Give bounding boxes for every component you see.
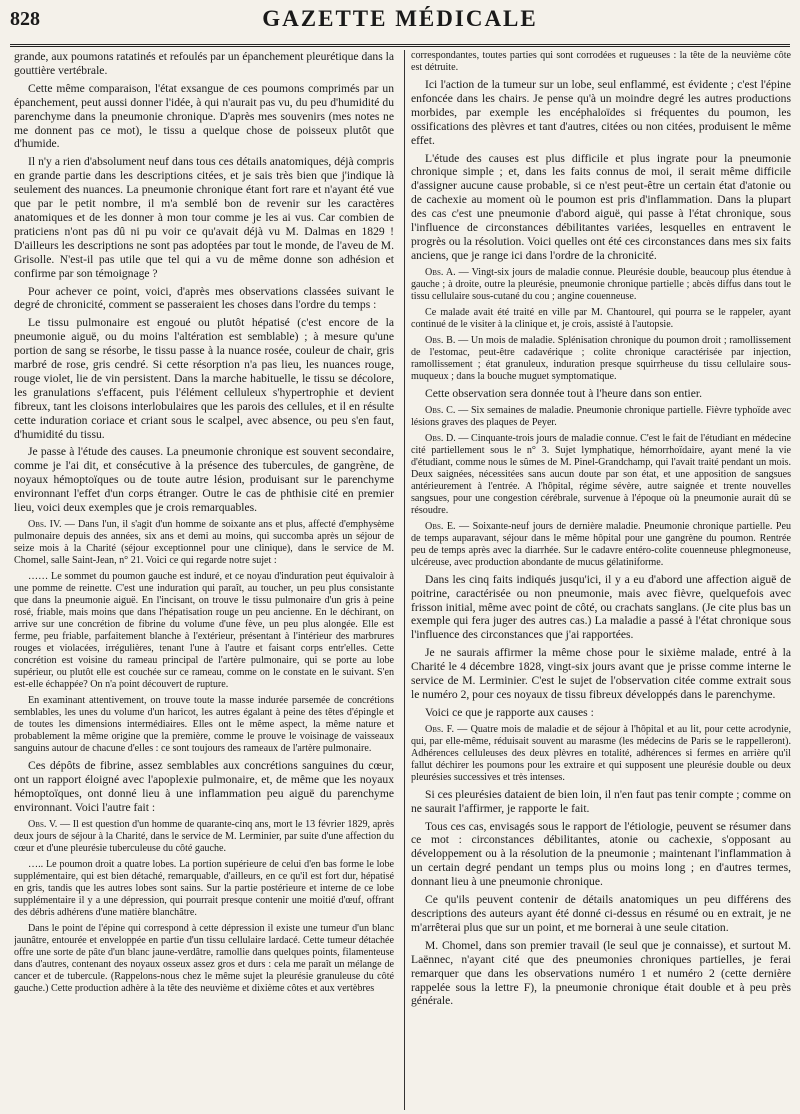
observation-c: [411, 405, 791, 429]
observation-continuation: correspondantes, toutes parties qui sont corrodées et rugueuses : la tête de la neuvième côte est détruite.: [411, 50, 791, 73]
observation-label: Obs. D.: [425, 432, 456, 444]
observation-f: [411, 724, 791, 784]
paragraph: Le tissu pulmonaire est engoué ou plutôt hépatisé (c'est encore de la pneumonie aiguë, ou du moins l'altération est semblable) ; à mesure qu'une portion de sang se résorbe, le tissu passe à la nuance rosée, couleur de chair, gris marbré de rose, gris cendré. Si cette résorption n'a pas lieu, les nuances rouge, rouge violet, lie de vin persistent. Dans la marche habituelle, le tissu se décolore, les granulations s'effacent, puis l'élément celluleux s'hypertrophie et devient fibreux, tant les cloisons interlobulaires que les parois des cellules, et il en résulte cette induration coriace et criant sous le scalpel, avec absence, ou peu s'en faut, d'humidité du tissu.: [14, 316, 394, 441]
paragraph: Voici ce que je rapporte aux causes :: [425, 705, 594, 719]
paragraph: Ce qu'ils peuvent contenir de détails anatomiques un peu différens des descriptions des auteurs ayant été donné ci-dessus en résumé ou en extrait, je ne m'arrêterai plus que sur un point, et me bornerai à une seule citation.: [411, 893, 791, 934]
paragraph: L'étude des causes est plus difficile et plus ingrate pour la pneumonie chronique simple ; et, dans les faits connus de moi, il serait même difficile d'assigner aucune cause probable, si ce n'est peut-être un certain état d'atonie ou de cachexie au moment où le poumon est pris d'inflammation. Dans la plupart des cas c'est une pneumonie d'abord aiguë, qui passe à l'état chronique, sous l'influence de circonstances débilitantes variées, lesquelles en entravent le progrès ou la résolution. Voici quelles ont été ces circonstances dans mes six faits anciens, que je range ici dans l'ordre de la chronicité.: [411, 151, 791, 262]
observation-label: Obs. C.: [425, 404, 456, 416]
observation-excerpt: En examinant attentivement, on trouve toute la masse indurée parsemée de concrétions semblables, les unes du volume d'un haricot, les autres égalant à peine des têtes d'épingle et de toutes les dimensions intermédiaires. Elles ont le même aspect, la même nature et probablement la même origine que la première, comme le prouve le voisinage de vaisseaux sanguins autour de chacune d'elles : ce sont toujours des rameaux de l'artère pulmonaire.: [14, 695, 394, 754]
observation-text: — Il est question d'un homme de quarante-cinq ans, mort le 13 février 1829, après deux jours de séjour à la Charité, dans le service de M. Lerminier, par suite d'une affection du cœur et d'une pleurésie tuberculeuse du côté gauche.: [14, 818, 394, 854]
observation-label: Obs. IV.: [28, 519, 62, 530]
observation-label: Obs. V.: [28, 818, 58, 830]
observation-text: — Dans l'un, il s'agit d'un homme de soixante ans et plus, affecté d'emphysème pulmonaire depuis des années, six ans et demi au moins, qui succomba après un séjour de seize mois à la Charité (séjour exceptionnel pour une clinique), dans le service de M. Chomel, salle Saint-Jean, n° 21. Voici ce qui regarde notre sujet :: [14, 519, 394, 566]
left-column: [14, 50, 394, 1110]
observation-d: [411, 433, 791, 517]
page-number: 828: [10, 8, 40, 30]
observation-b: [411, 335, 791, 383]
paragraph: Cette observation sera donnée tout à l'heure dans son entier.: [425, 386, 703, 400]
header-rule: [10, 44, 790, 47]
paragraph: Dans les cinq faits indiqués jusqu'ici, il y a eu d'abord une affection aiguë de poitrine, caractérisée ou non pneumonie, mais avec fièvre, quelquefois avec frisson initial, même avec point de côté, ou crachats sanglans. (Je cite plus bas un exemple qui fera juger des autres cas.) La maladie a passé à l'état chronique sous l'influence des circonstances que j'ai rapportées.: [411, 572, 791, 642]
paragraph: Pour achever ce point, voici, d'après mes observations classées suivant le degré de chronicité, comment se passeraient les choses dans l'ordre du temps :: [14, 284, 394, 312]
observation-label: Obs. A.: [425, 266, 456, 278]
observation-text: — Vingt-six jours de maladie connue. Pleurésie double, beaucoup plus étendue à gauche ; à droite, outre la pleurésie, pneumonie chronique partielle ; abcès diffus dans tout le tissu cellulaire sous-cutané du cou ; angine couenneuse.: [411, 266, 791, 302]
observation-excerpt: ….. Le poumon droit a quatre lobes. La portion supérieure de celui d'en bas forme le lobe supplémentaire, qui est bien détaché, remarquable, d'ailleurs, en ce qu'il est fort dur, hépatisé en gris, tandis que les autres lobes sont sains. Sur la partie postérieure et interne de ce lobe supplémentaire il y a une dépression, qui pourrait presque contenir une moitié d'œuf, offrant des débris adhérens d'une matière blanchâtre.: [14, 858, 394, 918]
observation-a: [411, 267, 791, 303]
paragraph: Ces dépôts de fibrine, assez semblables aux concrétions sanguines du cœur, ont un rapport éloigné avec l'apoplexie pulmonaire, et, de même que les noyaux hémoptoïques, ont donné lieu à une inflammation peu aiguë du parenchyme environnant. Voici l'autre fait :: [14, 759, 394, 814]
observation-text: — Quatre mois de maladie et de séjour à l'hôpital et au lit, pour cette acrodynie, qui, par elle-même, réduisait souvent au marasme (les médecins de Paris se le rappelleront). Adhérences celluleuses des deux plèvres en totalité, adhérences si fermes en arrière qu'il fallut déchirer les poumons pour les extraire et qui supposent une pleurésie double ou deux pleurésies successives et très intenses.: [411, 723, 791, 783]
right-column: [404, 50, 791, 1110]
paragraph: Je ne saurais affirmer la même chose pour le sixième malade, entré à la Charité le 4 décembre 1828, vingt-six jours avant que je prisse comme interne le service de M. Lerminier. C'est le sujet de l'observation citée comme extrait sous le numéro 2, pour ces noyaux de tissu fibreux développés dans le parenchyme.: [411, 646, 791, 701]
observation-excerpt: Dans le point de l'épine qui correspond à cette dépression il existe une tumeur d'un blanc jaunâtre, entourée et enveloppée en partie d'un tissu cellulaire lardacé. Cette tumeur détachée offre une sorte de pâte d'un blanc jaune-verdâtre, ramollie dans quelques points, filamenteuse dans d'autres, contenant des noyaux osseux assez gros et durs : cela me paraît un mélange de cancer et de tubercule. (Rappelons-nous chez le même sujet la pleurésie granuleuse du côté gauche.) Cette production adhère à la tête des neuvième et dixième côtes et aux vertèbres: [14, 922, 394, 994]
observation-text: — Six semaines de maladie. Pneumonie chronique partielle. Fièvre typhoïde avec lésions graves des plaques de Peyer.: [411, 404, 791, 428]
paragraph: Ici l'action de la tumeur sur un lobe, seul enflammé, est évidente ; c'est l'épine enfoncée dans les chairs. Je pense qu'à un moindre degré les autres productions morbides, par exemple les encéphaloïdes si fréquentes du poumon, les ossifications des plèvres et tant d'autres, citées ou non citées, produisent le même effet.: [411, 78, 791, 147]
observation-excerpt: …… Le sommet du poumon gauche est induré, et ce noyau d'induration peut équivaloir à une pomme de reinette. C'est une induration qui paraît, au toucher, un peu plus consistante que dans la pneumonie aiguë. En l'incisant, on trouve le tissu pulmonaire d'un gris à peine rosé, friable, mais moins que dans l'hépatisation rouge un peu ancienne. En le déchirant, on arrive sur une concrétion de fibrine du volume d'une fève, un peu plus alongée. Elle est ferme, peu friable, parfaitement blanche à l'extérieur, présentant à l'intérieur des marbrures rouges et violacées, irrégulières, tenant l'une à l'autre et faisant corps entr'elles. Cette concrétion est voisine du rameau principal de l'artère pulmonaire, qui se porte au lobe supérieur, ou plutôt elle est couchée sur ce rameau, comme on le constate en le suivant. S'en est-elle échappée? On n'a point découvert de rupture.: [14, 571, 394, 690]
observation-e: [411, 521, 791, 569]
observation-label: Obs. B.: [425, 334, 456, 346]
observation-label: Obs. F.: [425, 723, 454, 735]
observation-text: — Soixante-neuf jours de dernière maladie. Pneumonie chronique partielle. Peu de temps auparavant, séjour dans le même hôpital pour une gangrène du poumon. Rentrée peu de temps après avec la diarrhée. Sur le cadavre entéro-colite couenneuse phlegmoneuse, ulcéreuse, avec production abondante de mucus gélatiniforme.: [411, 520, 791, 568]
paragraph: Si ces pleurésies dataient de bien loin, il n'en faut pas tenir compte ; comme on ne saurait l'affirmer, je rapporte le fait.: [411, 787, 791, 815]
observation-text: — Cinquante-trois jours de maladie connue. C'est le fait de l'étudiant en médecine cité partiellement sous le n° 3. Sujet lymphatique, hémorrhoïdaire, ayant mené la vie d'étudiant, comme nous le sûmes de M. Pinel-Grandchamp, qui l'avait traité pendant un mois. Deux saignées, nécessitées sans aucun doute par son état, et une apposition de sangsues antérieurement à l'entrée. A l'hôpital, régime sévère, autre saignée et trente nouvelles sangsues, pour une congestion cérébrale, survenue à l'époque où la pneumonie aurait dû se résoudre.: [411, 432, 791, 516]
paragraph: Il n'y a rien d'absolument neuf dans tous ces détails anatomiques, déjà compris en grande partie dans les descriptions citées, et je sais très bien que j'indique là seulement des nuances. La pneumonie chronique étant fort rare et n'ayant été vue que par le petit nombre, il m'a semblé bon de revenir sur les caractères anatomiques et de les donner à mon tour comme je les ai vus. Car combien de praticiens n'ont pas dû ni pu voir ce qu'avait déjà vu M. Dalmas en 1829 ! D'ailleurs les descriptions ne sont pas adoptées par tout le monde, de l'aveu de M. Grisolle. N'est-il pas utile que tel qui a vu de même donne son adhésion et confirme par son témoignage ?: [14, 155, 394, 280]
observation-v: [14, 819, 394, 855]
page-header: [10, 6, 790, 40]
paragraph: grande, aux poumons ratatinés et refoulés par un épanchement pleurétique dans la gouttière vertébrale.: [14, 50, 394, 77]
paragraph: M. Chomel, dans son premier travail (le seul que je connaisse), et surtout M. Laënnec, n'ayant cité que des pneumonies chroniques partielles, je ferai remarquer que dans les observations numéro 1 et numéro 2 (cette dernière rappelée sous la lettre F), la pneumonie chronique était double et à peu près générale.: [411, 938, 791, 1008]
observation-text: — Un mois de maladie. Splénisation chronique du poumon droit ; ramollissement de l'estomac, peut-être cadavérique ; colite chronique caractérisée par injection, ramollissement ; état granuleux, induration presque squirrheuse du tissu cellulaire sous-muqueux ; dans la bouche muguet symptomatique.: [411, 334, 791, 382]
journal-title: GAZETTE MÉDICALE: [262, 6, 538, 31]
paragraph: Cette même comparaison, l'état exsangue de ces poumons comprimés par un épanchement, peut aussi donner l'idée, à qui n'aurait pas vu, du peu d'humidité du parenchyme dans la pneumonie chronique. D'après mes souvenirs (mes notes ne me donnent pas ce mot), le tissu a quelque chose de poisseux plutôt que d'humide.: [14, 81, 394, 151]
observation-iv: [14, 519, 394, 567]
observation-note: Ce malade avait été traité en ville par M. Chantourel, qui pourra se le rappeler, ayant continué de le visiter à la clinique et, je crois, assisté à l'autopsie.: [411, 306, 791, 330]
paragraph: Je passe à l'étude des causes. La pneumonie chronique est souvent secondaire, comme je l'ai dit, et consécutive à la présence des tubercules, de gangrène, de noyaux hémoptoïques ou de toute autre lésion, produisant sur le parenchyme environnant l'effet d'un corps étranger. Outre le cas de phthisie cité en premier lieu, voici deux exemples que je crois remarquables.: [14, 445, 394, 515]
paragraph: Tous ces cas, envisagés sous le rapport de l'étiologie, peuvent se résumer dans ce mot : circonstances débilitantes, atonie ou cachexie, s'opposant au développement ou à la résolution de la pneumonie ; maintenant l'inflammation à un certain degré pendant un temps plus ou moins long ; en d'autres termes, donnant lieu à une pneumonie chronique.: [411, 819, 791, 889]
observation-label: Obs. E.: [425, 520, 456, 532]
